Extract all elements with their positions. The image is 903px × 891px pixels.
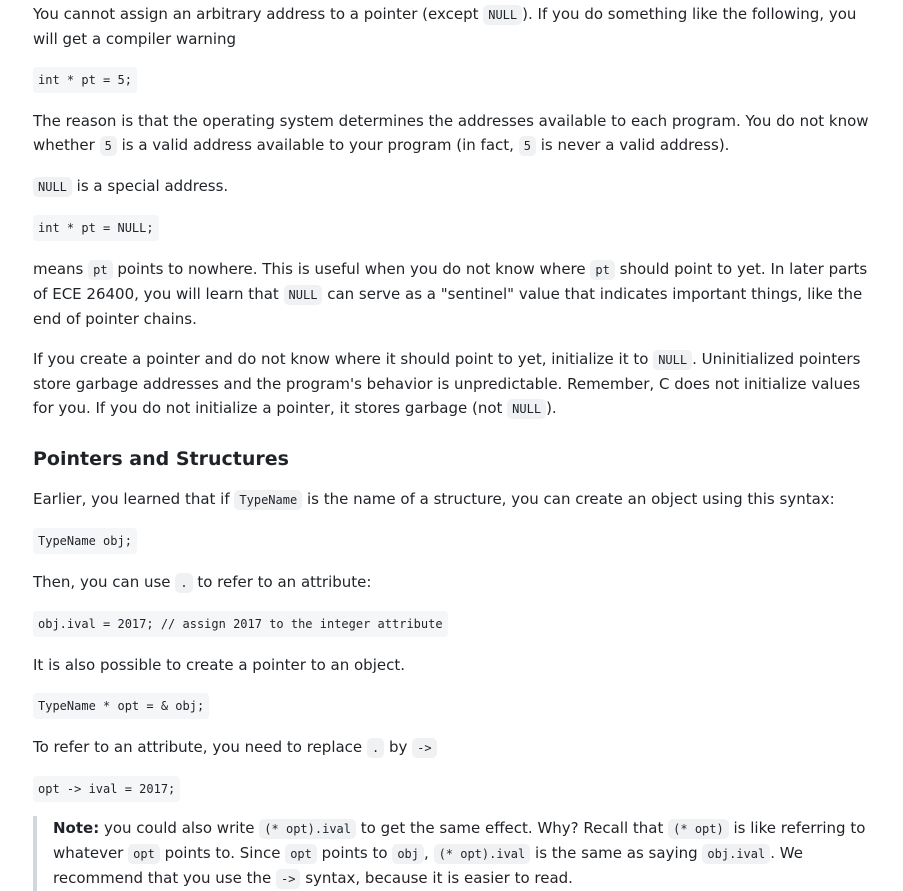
inline-code: obj [392, 844, 424, 864]
inline-code: opt [285, 844, 317, 864]
inline-code: NULL [483, 5, 522, 25]
inline-code: (* opt).ival [259, 819, 356, 839]
note-text: Note: you could also write (* opt).ival to get the same effect. Why? Recall that (* opt) is like referring to whatever opt points to. Since opt points to obj , (* opt).ival is the same as saying obj.ival . We recommend that you use the -> syntax, because it is easier to read. [53, 819, 866, 887]
paragraph-dot-operator: Then, you can use . to refer to an attribute: [33, 573, 372, 591]
note-label: Note: [53, 819, 100, 837]
inline-code: (* opt).ival [434, 844, 531, 864]
code-block: int * pt = NULL; [33, 215, 159, 241]
inline-code: pt [88, 260, 112, 280]
paragraph-null-special: NULL is a special address. [33, 174, 870, 199]
inline-code: obj.ival [702, 844, 770, 864]
inline-code: NULL [33, 177, 72, 197]
code-block: TypeName * opt = & obj; [33, 693, 209, 719]
inline-code: NULL [284, 285, 323, 305]
code-block: opt -> ival = 2017; [33, 776, 180, 802]
inline-code: (* opt) [668, 819, 729, 839]
inline-code: -> [412, 738, 436, 758]
inline-code: -> [276, 869, 300, 889]
paragraph-pointer-object: It is also possible to create a pointer to an object. [33, 656, 405, 674]
inline-code: NULL [653, 350, 692, 370]
paragraph-typename: Earlier, you learned that if TypeName is the name of a structure, you can create an object using this syntax: [33, 490, 835, 508]
inline-code: . [175, 573, 192, 593]
paragraph-null-meaning: means pt points to nowhere. This is useful when you do not know where pt should point to yet. In later parts of ECE 26400, you will learn that NULL can serve as a "sentinel" value that indicates important things, like the end of pointer chains. [33, 260, 868, 328]
paragraph-initialize-null: If you create a pointer and do not know where it should point to yet, initialize it to NULL . Uninitialized pointers store garbage addresses and the program's behavior is unpredictable. Remember, C does not initialize values for you. If you do not initialize a pointer, it stores garbage (not NULL ). [33, 350, 861, 417]
paragraph-os-addresses: The reason is that the operating system determines the addresses available to each program. You do not know whether 5 is a valid address available to your program (in fact, 5 is never a valid address). [33, 112, 869, 154]
code-block: TypeName obj; [33, 528, 137, 554]
code-block: int * pt = 5; [33, 67, 137, 93]
inline-code: opt [128, 844, 160, 864]
inline-code: . [367, 738, 384, 758]
inline-code: 5 [519, 136, 536, 156]
inline-code: 5 [100, 136, 117, 156]
code-block: obj.ival = 2017; // assign 2017 to the integer attribute [33, 611, 448, 637]
inline-code: NULL [507, 399, 546, 419]
inline-code: pt [590, 260, 614, 280]
paragraph-arrow-operator: To refer to an attribute, you need to replace . by -> [33, 735, 870, 760]
note-blockquote [33, 816, 870, 891]
section-heading: Pointers and Structures [33, 448, 289, 470]
paragraph-pointer-assign: You cannot assign an arbitrary address to a pointer (except NULL ). If you do something like the following, you will get a compiler warning [33, 5, 857, 48]
inline-code: TypeName [234, 490, 302, 510]
